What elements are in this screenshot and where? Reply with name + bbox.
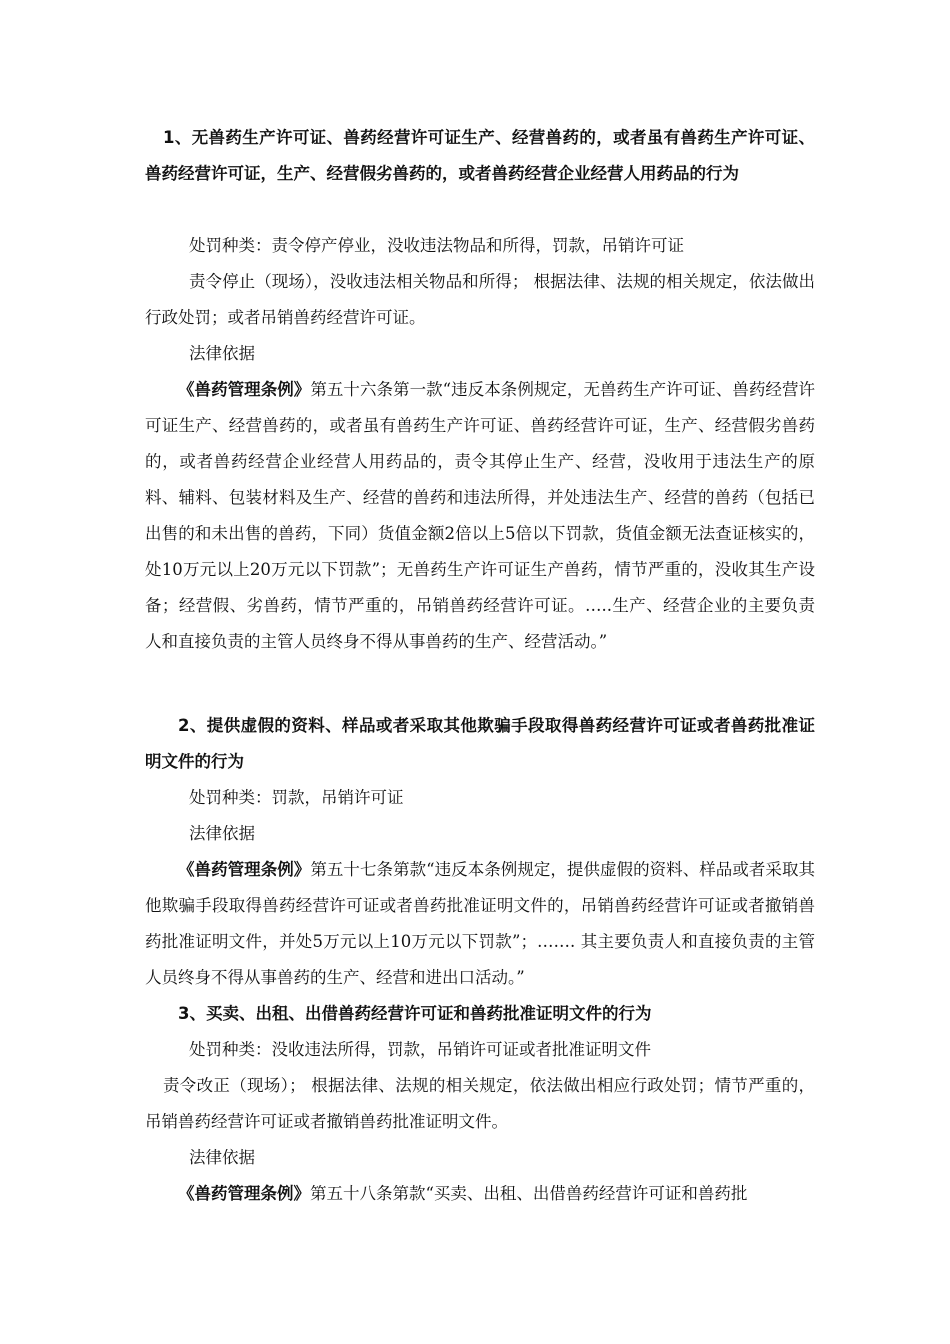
law-clause: 第五十六条第一款“违反本条例规定，无兽药生产许可证、兽药经营许可证生产、经营兽药的，或者虽有兽药生产许可证、兽药经营许可证，生产、经营假劣兽药的，或者兽药经营企业经营人用药品的，责令其停止生产、经营，没收用于违法生产的原料、辅料、包装材料及生产、经营的兽药和违法所得，并处违法生产、经营的兽药（包括已出售的和未出售的兽药，下同）货值金额2倍以上5倍以下罚款，货值金额无法查证核实的，处10万元以上20万元以下罚款”；无兽药生产许可证生产兽药，情节严重的，没收其生产设备；经营假、劣兽药，情节严重的，吊销兽药经营许可证。…..生产、经营企业的主要负责人和直接负责的主管人员终身不得从事兽药的生产、经营活动。” <box>145 380 816 651</box>
section-3-law-text <box>145 1176 815 1212</box>
section-3-measure: 责令改正（现场）； 根据法律、法规的相关规定，依法做出相应行政处罚；情节严重的，吊销兽药经营许可证或者撤销兽药批准证明文件。 <box>145 1076 815 1131</box>
section-1-measure: 责令停止（现场），没收违法相关物品和所得； 根据法律、法规的相关规定，依法做出行政处罚；或者吊销兽药经营许可证。 <box>145 272 815 327</box>
section-1-basis-label: 法律依据 <box>189 344 255 363</box>
section-2-heading: 2、提供虚假的资料、样品或者采取其他欺骗手段取得兽药经营许可证或者兽药批准证明文件的行为 <box>145 716 815 771</box>
section-2-penalty: 处罚种类：罚款，吊销许可证 <box>189 788 404 807</box>
section-3-penalty: 处罚种类：没收违法所得，罚款，吊销许可证或者批准证明文件 <box>189 1040 651 1059</box>
law-name: 《兽药管理条例》 <box>178 380 311 399</box>
section-2-basis-label: 法律依据 <box>189 824 255 843</box>
section-3-basis-label: 法律依据 <box>189 1148 255 1167</box>
section-2-law-text <box>145 852 815 996</box>
section-1-heading: 1、无兽药生产许可证、兽药经营许可证生产、经营兽药的，或者虽有兽药生产许可证、兽药经营许可证，生产、经营假劣兽药的，或者兽药经营企业经营人用药品的行为 <box>145 128 815 183</box>
section-1-law-text <box>145 372 815 660</box>
law-clause: 第五十八条第款“买卖、出租、出借兽药经营许可证和兽药批 <box>310 1184 748 1203</box>
section-3-heading: 3、买卖、出租、出借兽药经营许可证和兽药批准证明文件的行为 <box>178 1004 652 1023</box>
law-name: 《兽药管理条例》 <box>178 860 311 879</box>
law-clause: 第五十七条第款“违反本条例规定，提供虚假的资料、样品或者采取其他欺骗手段取得兽药经营许可证或者兽药批准证明文件的，吊销兽药经营许可证或者撤销兽药批准证明文件，并处5万元以上10万元以下罚款”；……. 其主要负责人和直接负责的主管人员终身不得从事兽药的生产、经营和进出口活动。” <box>145 860 816 987</box>
law-name: 《兽药管理条例》 <box>178 1184 310 1203</box>
section-1-penalty: 处罚种类：责令停产停业，没收违法物品和所得，罚款，吊销许可证 <box>189 236 684 255</box>
